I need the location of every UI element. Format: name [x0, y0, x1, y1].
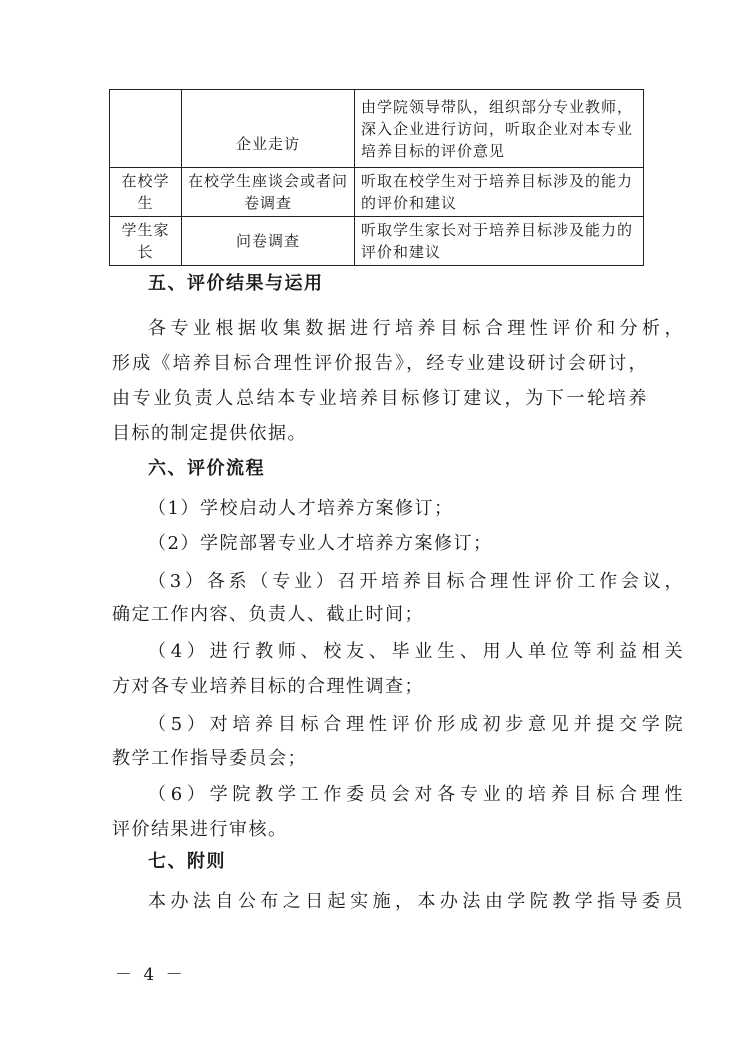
page-number: － 4 －: [115, 965, 186, 985]
section-heading-6: 六、评价流程: [148, 458, 265, 479]
paragraph-line: 各专业根据收集数据进行培养目标合理性评价和分析，: [148, 318, 684, 339]
table-cell-subject: 在校学生: [110, 168, 182, 217]
table-row: [110, 90, 644, 168]
section-heading-5: 五、评价结果与运用: [148, 273, 324, 294]
evaluation-table: [109, 89, 644, 266]
table-cell-subject: [110, 90, 182, 168]
section-heading-7: 七、附则: [148, 851, 226, 872]
list-item: （1）学校启动人才培养方案修订；: [148, 498, 454, 519]
table-cell-method: 问卷调查: [182, 217, 355, 266]
table-cell-method: 企业走访: [182, 90, 355, 168]
paragraph-line: 本办法自公布之日起实施，本办法由学院教学指导委员: [148, 891, 684, 912]
list-item: （4）进行教师、校友、毕业生、用人单位等利益相关: [148, 641, 684, 662]
table-row: [110, 217, 644, 266]
table-cell-subject: 学生家长: [110, 217, 182, 266]
list-item: （3）各系（专业）召开培养目标合理性评价工作会议，: [148, 571, 684, 592]
paragraph-line: 由专业负责人总结本专业培养目标修订建议，为下一轮培养: [112, 388, 648, 409]
list-item: （5）对培养目标合理性评价形成初步意见并提交学院: [148, 714, 684, 735]
list-item-continuation: 方对各专业培养目标的合理性调查；: [112, 676, 424, 697]
paragraph-line: 形成《培养目标合理性评价报告》，经专业建设研讨会研讨，: [112, 353, 648, 374]
list-item: （2）学院部署专业人才培养方案修订；: [148, 533, 493, 554]
table-cell-content: 听取学生家长对于培养目标涉及能力的评价和建议: [355, 217, 644, 266]
list-item-continuation: 确定工作内容、负责人、截止时间；: [112, 604, 424, 625]
paragraph-line: 目标的制定提供依据。: [112, 423, 307, 444]
list-item-continuation: 评价结果进行审核。: [112, 819, 288, 840]
table-cell-content: 听取在校学生对于培养目标涉及的能力的评价和建议: [355, 168, 644, 217]
table-cell-method: 在校学生座谈会或者问卷调查: [182, 168, 355, 217]
table-cell-content: 由学院领导带队，组织部分专业教师，深入企业进行访问，听取企业对本专业培养目标的评价意见: [355, 90, 644, 168]
list-item: （6）学院教学工作委员会对各专业的培养目标合理性: [148, 784, 684, 805]
table-row: [110, 168, 644, 217]
list-item-continuation: 教学工作指导委员会；: [112, 748, 307, 769]
